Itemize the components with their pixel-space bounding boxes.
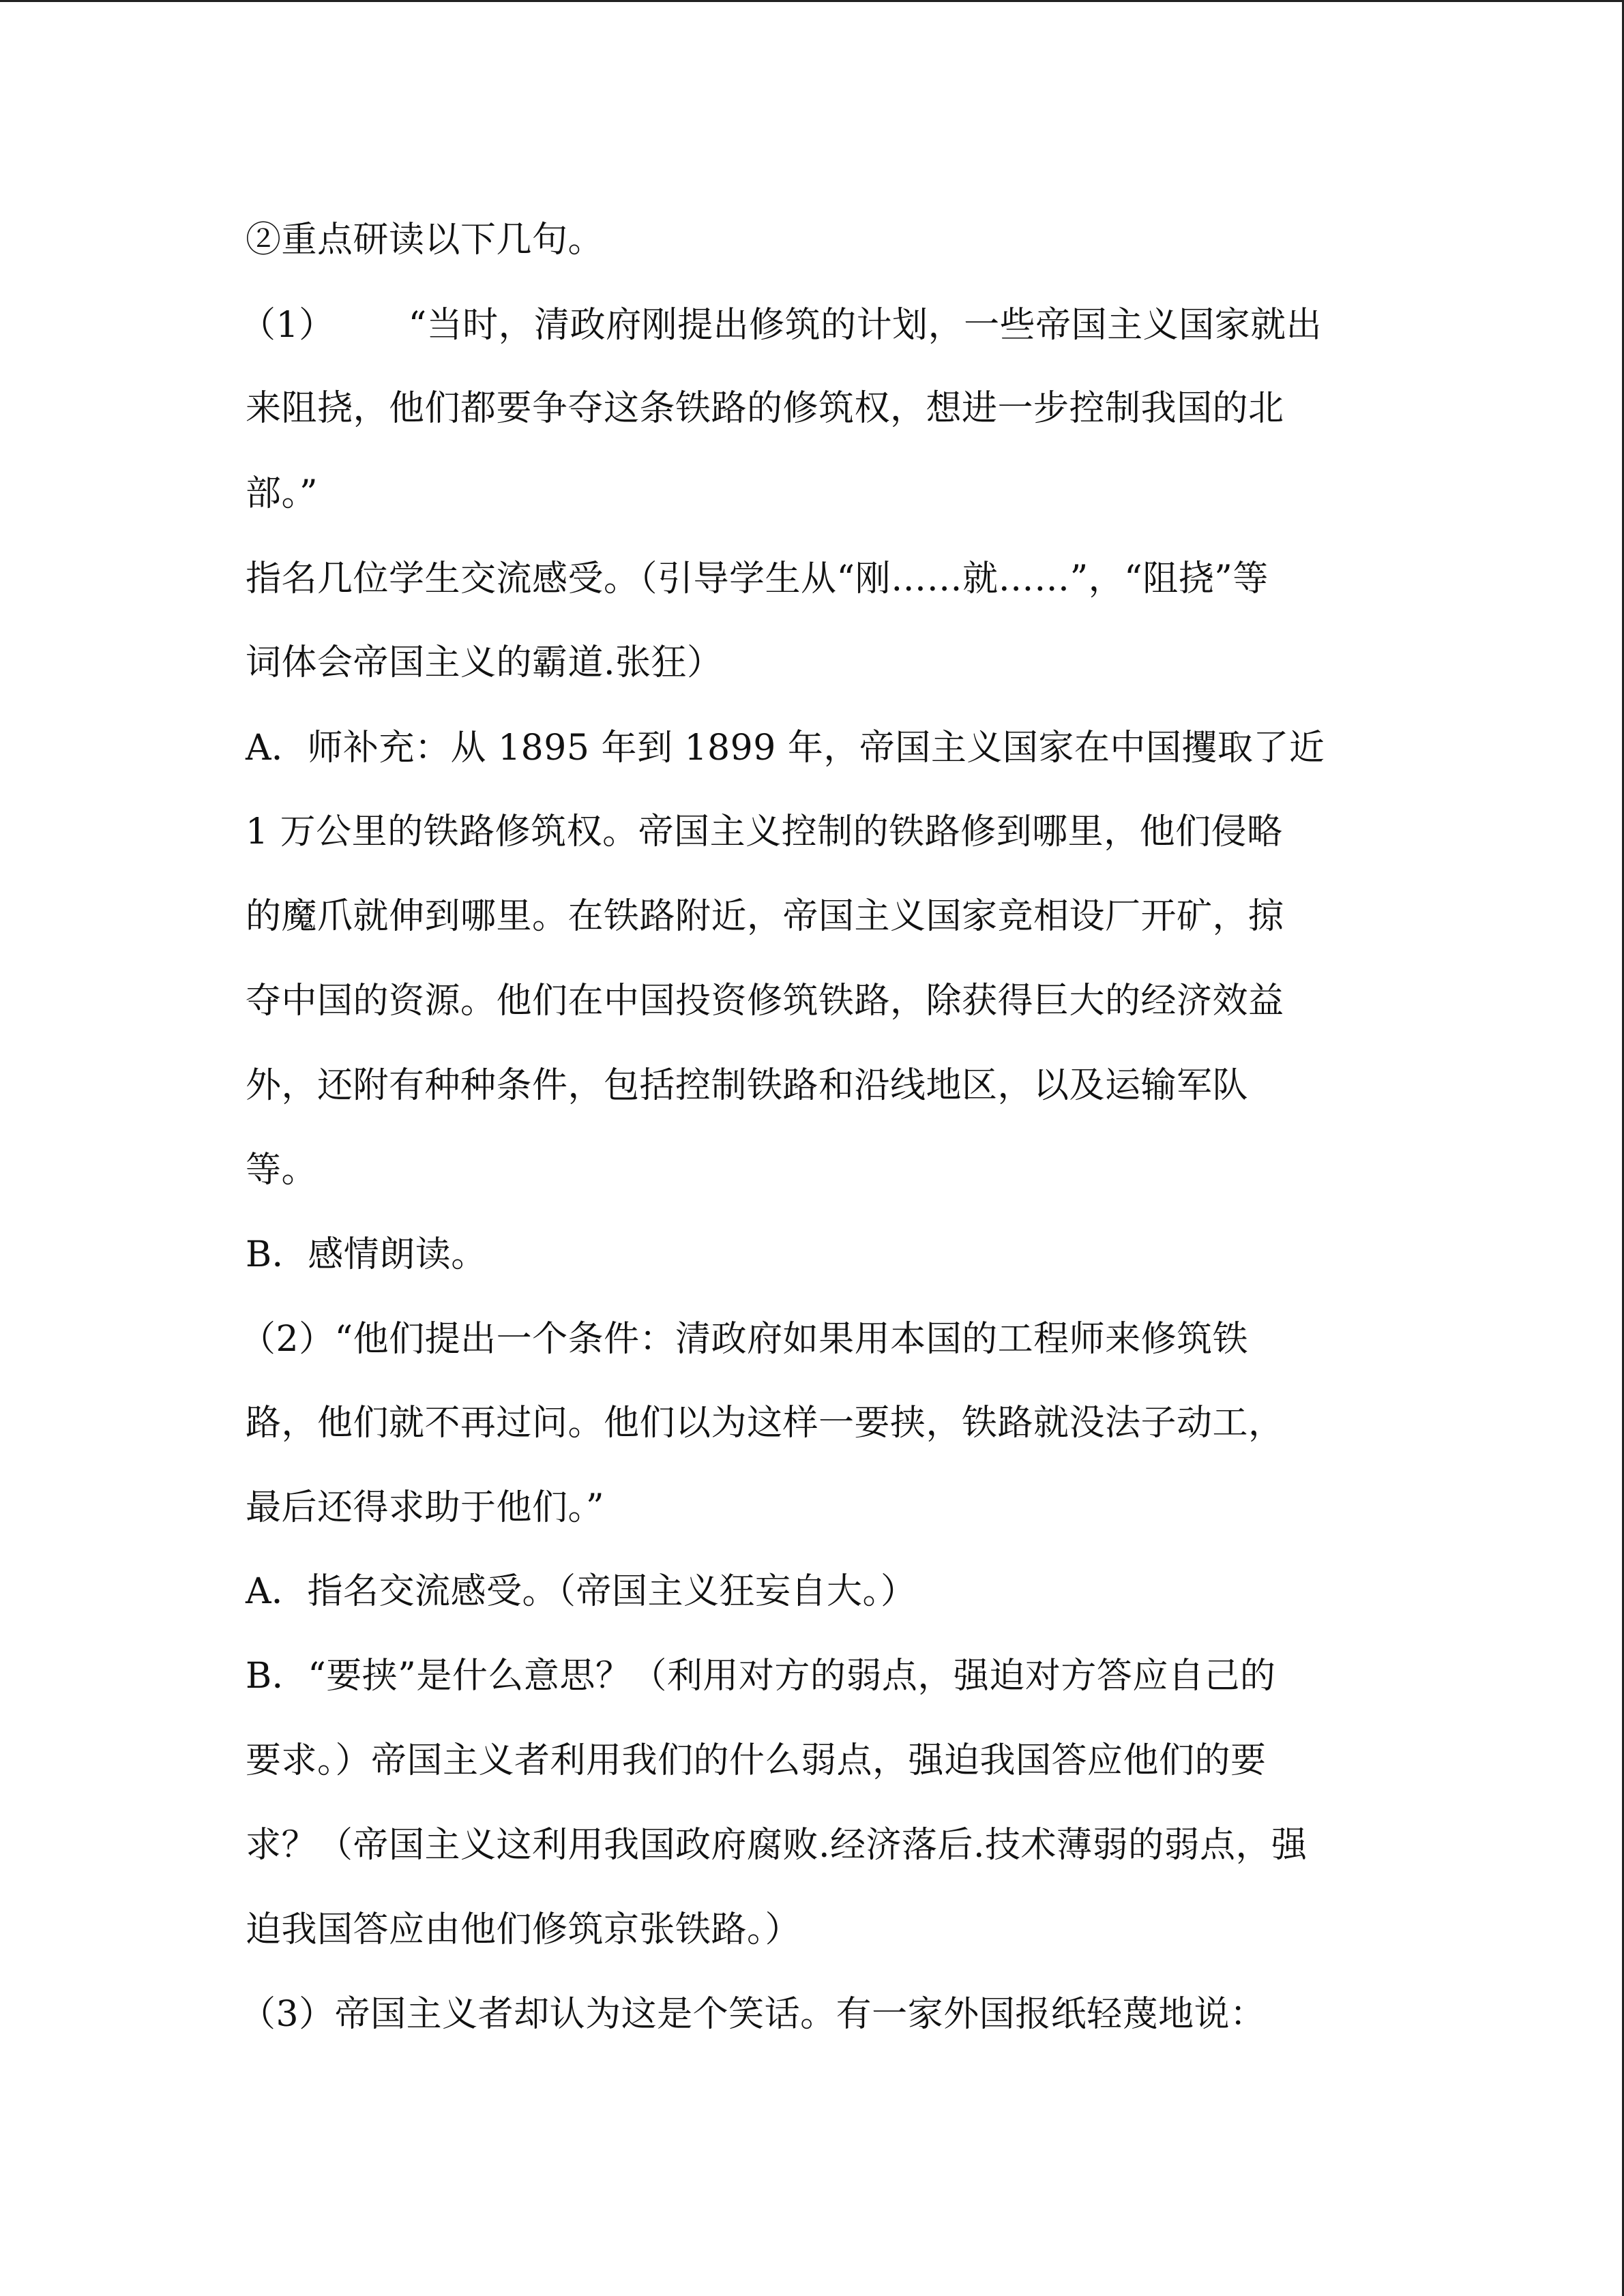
line-text: 外，还附有种种条件，包括控制铁路和沿线地区，以及运输军队 (246, 1065, 1249, 1106)
quote-1-line-2 (246, 388, 1284, 429)
paragraph-line (246, 1571, 917, 1612)
line-text: 求？（帝国主义这利用我国政府腐败.经济落后.技术薄弱的弱点，强 (246, 1825, 1308, 1866)
line-text: 等。 (246, 1150, 318, 1191)
quote-3-line-1 (240, 1994, 1266, 2035)
line-text: 词体会帝国主义的霸道.张狂） (246, 642, 723, 683)
line-text: 来阻挠，他们都要争夺这条铁路的修筑权，想进一步控制我国的北 (246, 388, 1284, 429)
line-text: ②重点研读以下几句。 (246, 220, 604, 260)
line-text: 要求。）帝国主义者利用我们的什么弱点，强迫我国答应他们的要 (246, 1740, 1267, 1781)
line-text: 部。” (246, 473, 319, 514)
line-text: B．感情朗读。 (246, 1234, 487, 1275)
section-heading (246, 220, 604, 260)
quote-2-line-3 (246, 1487, 604, 1528)
paragraph-line (246, 728, 1325, 769)
paragraph-line (246, 1825, 1308, 1866)
paragraph-line (246, 1656, 1275, 1697)
paragraph-line (246, 1909, 801, 1950)
line-text: A．指名交流感受。（帝国主义狂妄自大。） (246, 1571, 917, 1612)
line-text: A．师补充：从 1895 年到 1899 年，帝国主义国家在中国攫取了近 (246, 728, 1325, 769)
line-text: 迫我国答应由他们修筑京张铁路。） (246, 1909, 801, 1950)
line-text: （2）“他们提出一个条件：清政府如果用本国的工程师来修筑铁 (240, 1319, 1249, 1360)
paragraph-line (246, 1065, 1248, 1106)
line-text: 最后还得求助于他们。” (246, 1487, 605, 1528)
paragraph-line (246, 558, 1269, 599)
quote-1-line-1 (240, 305, 1322, 346)
line-text: 指名几位学生交流感受。（引导学生从“刚……就……”，“阻挠”等 (246, 558, 1269, 599)
paragraph-line (246, 1150, 317, 1191)
page-top-border (0, 0, 1624, 2)
line-text: 的魔爪就伸到哪里。在铁路附近，帝国主义国家竞相设厂开矿，掠 (246, 896, 1284, 937)
quote-1-line-3 (246, 473, 318, 514)
item-number: （1） (240, 305, 335, 346)
paragraph-line (246, 1234, 487, 1275)
line-text: （3）帝国主义者却认为这是个笑话。有一家外国报纸轻蔑地说： (240, 1994, 1266, 2035)
line-text: “当时，清政府刚提出修筑的计划，一些帝国主义国家就出 (408, 305, 1323, 346)
line-text: 路，他们就不再过问。他们以为这样一要挟，铁路就没法子动工， (246, 1403, 1284, 1444)
line-text: 夺中国的资源。他们在中国投资修筑铁路，除获得巨大的经济效益 (246, 981, 1284, 1022)
line-text: 1 万公里的铁路修筑权。帝国主义控制的铁路修到哪里，他们侵略 (246, 811, 1283, 852)
line-text: B．“要挟”是什么意思？（利用对方的弱点，强迫对方答应自己的 (246, 1656, 1276, 1697)
paragraph-line (246, 642, 723, 683)
paragraph-line (246, 896, 1284, 937)
quote-2-line-2 (246, 1403, 1284, 1444)
paragraph-line (246, 1740, 1267, 1781)
paragraph-line (246, 811, 1283, 852)
paragraph-line (246, 981, 1284, 1022)
quote-2-line-1 (240, 1319, 1248, 1360)
